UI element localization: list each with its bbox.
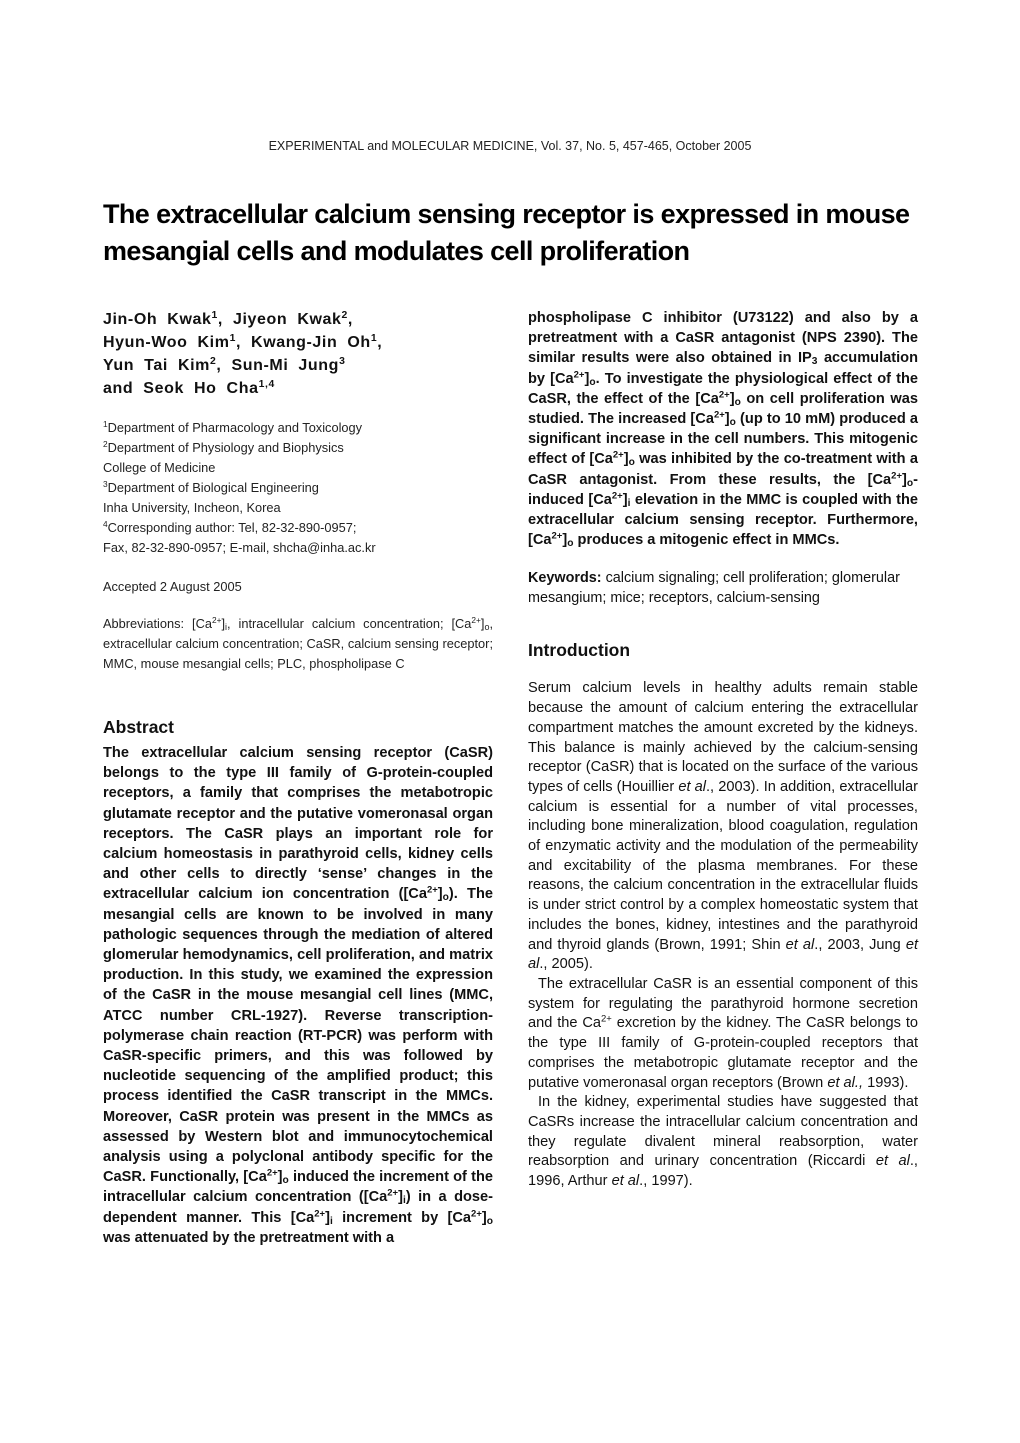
author-affil-ref: 1 (229, 332, 236, 344)
keywords-text: calcium signaling; cell proliferation; glomerular mesangium; mice; receptors, calcium-sensing (528, 570, 900, 607)
author-conjunction: and (103, 380, 134, 397)
left-column (103, 308, 493, 1248)
paragraph: The extracellular CaSR is an essential component of this system for regulating the parathyroid hormone secretion and the $Ca^{2+}$ excretion by the kidney. The CaSR belongs to the type III family of G-protein-coupled receptors that comprises the metabotropic glutamate receptor and the putative vomeronasal organ receptors (Brown et al., 1993). (528, 975, 918, 1091)
author-affil-ref: 1 (370, 332, 378, 344)
abstract-body: The extracellular calcium sensing receptor (CaSR) belongs to the type III family of G-protein-coupled receptors, a family that comprises the metabotropic glutamate receptor and the putative vomeronasal organ receptors. The CaSR plays an important role for calcium homeostasis in parathyroid cells, kidney cells and other cells to directly ‘sense’ changes in the extracellular calcium ion concentration $([Ca^{2+}]_o)$. The mesangial cells are known to be involved in many pathologic sequences through the mediation of altered glomerular hemodynamics, cell proliferation, and matrix production. In this study, we examined the expression of the CaSR in the mouse mesangial cell lines (MMC, ATCC number CRL-1927). Reverse transcription- polymerase chain reaction (RT-PCR) was perform with CaSR-specific primers, and this was followed by nucleotide sequencing of the amplified product; this process identified the CaSR transcript in the MMCs. Moreover, CaSR protein was present in the MMCs as assessed by Western blot and immunocytochemical analysis using a polyclonal antibody specific for the CaSR. Functionally, $[Ca^{2+}]_o$ induced the increment of the intracellular calcium concentration $([Ca^{2+}]_i)$ in a dose-dependent manner. This $[Ca^{2+}]_i$ increment by $[Ca^{2+}]_o$ was attenuated by the pretreatment with a (103, 745, 493, 1246)
author-affil-ref: 1,4 (258, 378, 275, 390)
abstract-heading: Abstract (103, 717, 174, 737)
keywords (528, 568, 918, 608)
author-name: Hyun-Woo Kim (103, 334, 230, 351)
journal-header: EXPERIMENTAL and MOLECULAR MEDICINE, Vol. 37, No. 5, 457-465, October 2005 (268, 139, 752, 153)
author-affil-ref: 1 (211, 309, 218, 321)
right-column (528, 308, 918, 1192)
author-affil-ref: 2 (341, 309, 348, 321)
corresponding-author: $^4$Corresponding author: Tel, 82-32-890-0957; (103, 519, 357, 535)
affiliation-line: College of Medicine (103, 460, 216, 475)
author-name: Sun-Mi Jung (231, 357, 340, 374)
author-list: Jin-Oh Kwak$^1$, Jiyeon Kwak$^2$, Hyun-Woo Kim$^1$, Kwang-Jin Oh$^1$, Yun Tai Kim$^2$, Sun-Mi Jung$^3$ and Seok Ho Cha$^{1,4}$ (103, 309, 383, 397)
affiliation-line: $^2$Department of Physiology and Biophysics (103, 439, 344, 455)
author-affil-ref: 2 (209, 355, 217, 367)
contact-line: Fax, 82-32-890-0957; E-mail, shcha@inha.ac.kr (103, 540, 376, 555)
affiliations (103, 418, 493, 558)
introduction-heading: Introduction (528, 640, 631, 661)
abbreviations: Abbreviations: $[Ca^{2+}]_i$, intracellular calcium concentration; $[Ca^{2+}]_o$, extracellular calcium concentration; CaSR, calcium sensing receptor; MMC, mouse mesangial cells; PLC, phospholipase C (103, 615, 494, 671)
author-name: Seok Ho Cha (143, 380, 259, 397)
author-affil-ref: 3 (339, 355, 346, 367)
accepted-date: Accepted 2 August 2005 (103, 579, 242, 594)
abstract-continued: phospholipase C inhibitor (U73122) and also by a pretreatment with a CaSR antagonist (NPS 2390). The similar results were also obtained in $IP_3$ accumulation by $[Ca^{2+}]_o$. To investigate the physiological effect of the CaSR, the effect of the $[Ca^{2+}]_o$ on cell proliferation was studied. The increased $[Ca^{2+}]_o$ (up to 10 mM) produced a significant increase in the cell numbers. This mitogenic effect of $[Ca^{2+}]_o$ was inhibited by the co-treatment with a CaSR antagonist. From these results, the $[Ca^{2+}]_o$-induced $[Ca^{2+}]_i$ elevation in the MMC is coupled with the extracellular calcium sensing receptor. Furthermore, $[Ca^{2+}]_o$ produces a mitogenic effect in MMCs. (528, 310, 919, 550)
introduction-body (528, 679, 918, 1191)
paragraph: Serum calcium levels in healthy adults remain stable because the amount of calcium entering the extracellular compartment matches the amount excreted by the kidneys. This balance is mainly achieved by the calcium-sensing receptor (CaSR) that is located on the surface of the various types of cells (Houillier et al., 2003). In addition, extracellular calcium is essential for a number of vital processes, including bone mineralization, blood coagulation, regulation of enzymatic activity and the modulation of the permeability and excitability of the plasma membranes. For these reasons, the calcium concentration in the extracellular fluids is under strict control by a complex homeostatic system that includes the bones, kidney, intestines and the parathyroid and thyroid glands (Brown, 1991; Shin et al., 2003, Jung et al., 2005). (528, 680, 918, 973)
affiliation-line: $^3$Department of Biological Engineering (103, 479, 319, 495)
author-name: Yun Tai Kim (103, 357, 210, 374)
article-title: The extracellular calcium sensing receptor is expressed in mouse mesangial cells and modulates cell proliferation (103, 199, 910, 266)
author-name: Kwang-Jin Oh (251, 334, 371, 351)
paragraph: In the kidney, experimental studies have suggested that CaSRs increase the intracellular calcium concentration and they regulate divalent mineral reabsorption, water reabsorption and urinary concentration (Riccardi et al., 1996, Arthur et al., 1997). (528, 1094, 918, 1190)
affiliation-line: Inha University, Incheon, Korea (103, 500, 281, 515)
author-name: Jin-Oh Kwak (103, 311, 212, 328)
author-name: Jiyeon Kwak (233, 311, 342, 328)
affiliation-line: $^1$Department of Pharmacology and Toxicology (103, 419, 363, 435)
keywords-label: Keywords: (528, 570, 602, 587)
